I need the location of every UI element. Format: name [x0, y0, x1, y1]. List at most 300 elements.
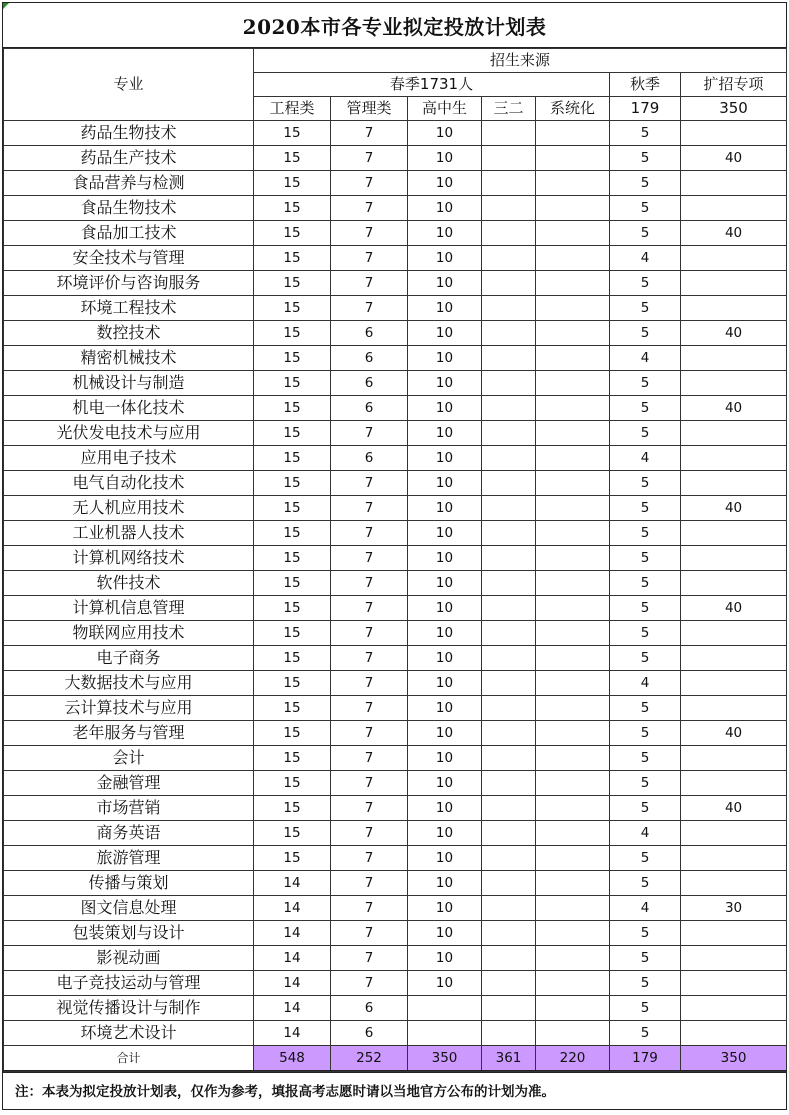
plan-sheet [2, 2, 787, 1073]
value-cell-sys [536, 546, 610, 571]
value-cell-hs: 10 [408, 371, 482, 396]
header-row-1 [4, 49, 787, 73]
value-cell-hs: 10 [408, 946, 482, 971]
value-cell-expand [681, 171, 787, 196]
value-cell-hs: 10 [408, 871, 482, 896]
table-row [4, 971, 787, 996]
major-name-cell: 软件技术 [4, 571, 254, 596]
major-name-cell: 图文信息处理 [4, 896, 254, 921]
value-cell-sys [536, 121, 610, 146]
value-cell-sanr [482, 421, 536, 446]
value-cell-hs: 10 [408, 246, 482, 271]
table-row [4, 721, 787, 746]
table-row [4, 546, 787, 571]
value-cell-autumn: 5 [610, 221, 681, 246]
total-mgmt: 252 [331, 1046, 408, 1072]
value-cell-autumn: 5 [610, 196, 681, 221]
value-cell-autumn: 5 [610, 321, 681, 346]
table-row [4, 596, 787, 621]
value-cell-eng: 15 [254, 371, 331, 396]
header-source: 招生来源 [254, 49, 787, 73]
value-cell-autumn: 5 [610, 621, 681, 646]
value-cell-sys [536, 771, 610, 796]
major-name-cell: 大数据技术与应用 [4, 671, 254, 696]
header-expand-total: 350 [681, 97, 787, 121]
value-cell-sys [536, 221, 610, 246]
value-cell-sanr [482, 196, 536, 221]
value-cell-expand: 40 [681, 596, 787, 621]
value-cell-autumn: 5 [610, 596, 681, 621]
value-cell-hs: 10 [408, 571, 482, 596]
major-name-cell: 商务英语 [4, 821, 254, 846]
value-cell-eng: 15 [254, 821, 331, 846]
major-name-cell: 电子竞技运动与管理 [4, 971, 254, 996]
value-cell-eng: 15 [254, 546, 331, 571]
header-sub-sanr: 三二 [482, 97, 536, 121]
value-cell-hs: 10 [408, 621, 482, 646]
value-cell-expand [681, 846, 787, 871]
value-cell-eng: 15 [254, 671, 331, 696]
table-row [4, 271, 787, 296]
value-cell-sys [536, 196, 610, 221]
value-cell-expand [681, 646, 787, 671]
value-cell-expand [681, 746, 787, 771]
value-cell-eng: 15 [254, 471, 331, 496]
major-name-cell: 食品生物技术 [4, 196, 254, 221]
value-cell-hs: 10 [408, 396, 482, 421]
value-cell-eng: 15 [254, 196, 331, 221]
value-cell-autumn: 5 [610, 921, 681, 946]
value-cell-eng: 15 [254, 621, 331, 646]
value-cell-sanr [482, 296, 536, 321]
table-row [4, 771, 787, 796]
header-sub-hs: 高中生 [408, 97, 482, 121]
value-cell-expand [681, 471, 787, 496]
major-name-cell: 视觉传播设计与制作 [4, 996, 254, 1021]
table-row [4, 646, 787, 671]
value-cell-sys [536, 346, 610, 371]
value-cell-hs [408, 996, 482, 1021]
value-cell-sys [536, 896, 610, 921]
value-cell-eng: 15 [254, 446, 331, 471]
value-cell-autumn: 5 [610, 296, 681, 321]
value-cell-sanr [482, 771, 536, 796]
value-cell-sys [536, 421, 610, 446]
value-cell-hs: 10 [408, 596, 482, 621]
value-cell-hs: 10 [408, 771, 482, 796]
value-cell-mgmt: 7 [331, 971, 408, 996]
value-cell-mgmt: 7 [331, 171, 408, 196]
value-cell-sanr [482, 671, 536, 696]
cell-marker-icon [3, 3, 9, 9]
value-cell-sys [536, 946, 610, 971]
major-name-cell: 金融管理 [4, 771, 254, 796]
major-name-cell: 无人机应用技术 [4, 496, 254, 521]
value-cell-autumn: 5 [610, 646, 681, 671]
value-cell-sys [536, 596, 610, 621]
value-cell-sanr [482, 221, 536, 246]
header-autumn-total: 179 [610, 97, 681, 121]
value-cell-sanr [482, 471, 536, 496]
value-cell-mgmt: 7 [331, 146, 408, 171]
value-cell-eng: 15 [254, 396, 331, 421]
value-cell-eng: 15 [254, 221, 331, 246]
value-cell-sanr [482, 821, 536, 846]
major-name-cell: 安全技术与管理 [4, 246, 254, 271]
value-cell-expand [681, 696, 787, 721]
value-cell-hs: 10 [408, 696, 482, 721]
header-sub-eng: 工程类 [254, 97, 331, 121]
table-row [4, 371, 787, 396]
value-cell-sys [536, 296, 610, 321]
value-cell-mgmt: 7 [331, 471, 408, 496]
value-cell-mgmt: 7 [331, 646, 408, 671]
major-name-cell: 应用电子技术 [4, 446, 254, 471]
value-cell-mgmt: 6 [331, 1021, 408, 1046]
table-row [4, 496, 787, 521]
value-cell-sanr [482, 521, 536, 546]
major-name-cell: 传播与策划 [4, 871, 254, 896]
value-cell-autumn: 5 [610, 121, 681, 146]
value-cell-mgmt: 7 [331, 496, 408, 521]
value-cell-sys [536, 996, 610, 1021]
table-row [4, 921, 787, 946]
value-cell-autumn: 5 [610, 546, 681, 571]
value-cell-mgmt: 7 [331, 696, 408, 721]
value-cell-sanr [482, 346, 536, 371]
value-cell-sys [536, 471, 610, 496]
value-cell-sys [536, 446, 610, 471]
value-cell-sanr [482, 621, 536, 646]
total-label: 合计 [4, 1046, 254, 1072]
header-major: 专业 [4, 49, 254, 121]
value-cell-eng: 15 [254, 271, 331, 296]
value-cell-autumn: 5 [610, 721, 681, 746]
value-cell-mgmt: 7 [331, 896, 408, 921]
value-cell-mgmt: 7 [331, 421, 408, 446]
table-row [4, 521, 787, 546]
value-cell-autumn: 4 [610, 821, 681, 846]
table-row [4, 696, 787, 721]
value-cell-mgmt: 7 [331, 946, 408, 971]
value-cell-mgmt: 6 [331, 996, 408, 1021]
value-cell-mgmt: 7 [331, 271, 408, 296]
value-cell-mgmt: 7 [331, 796, 408, 821]
value-cell-mgmt: 7 [331, 746, 408, 771]
value-cell-sys [536, 521, 610, 546]
plan-table [3, 48, 787, 1072]
value-cell-expand [681, 871, 787, 896]
value-cell-hs [408, 1021, 482, 1046]
value-cell-sys [536, 796, 610, 821]
value-cell-sys [536, 646, 610, 671]
table-row [4, 671, 787, 696]
value-cell-eng: 14 [254, 896, 331, 921]
major-name-cell: 药品生物技术 [4, 121, 254, 146]
value-cell-eng: 15 [254, 571, 331, 596]
value-cell-hs: 10 [408, 421, 482, 446]
value-cell-hs: 10 [408, 746, 482, 771]
value-cell-mgmt: 7 [331, 221, 408, 246]
value-cell-autumn: 4 [610, 896, 681, 921]
table-row [4, 296, 787, 321]
value-cell-sys [536, 821, 610, 846]
major-name-cell: 光伏发电技术与应用 [4, 421, 254, 446]
value-cell-sanr [482, 396, 536, 421]
value-cell-expand [681, 946, 787, 971]
major-name-cell: 市场营销 [4, 796, 254, 821]
table-row [4, 946, 787, 971]
value-cell-expand [681, 546, 787, 571]
value-cell-expand [681, 821, 787, 846]
table-row [4, 871, 787, 896]
value-cell-expand: 40 [681, 321, 787, 346]
value-cell-mgmt: 7 [331, 546, 408, 571]
major-name-cell: 会计 [4, 746, 254, 771]
value-cell-expand [681, 271, 787, 296]
value-cell-mgmt: 6 [331, 321, 408, 346]
value-cell-eng: 15 [254, 846, 331, 871]
total-hs: 350 [408, 1046, 482, 1072]
value-cell-sanr [482, 971, 536, 996]
value-cell-autumn: 5 [610, 946, 681, 971]
table-row [4, 471, 787, 496]
value-cell-autumn: 5 [610, 971, 681, 996]
value-cell-eng: 15 [254, 246, 331, 271]
value-cell-expand [681, 671, 787, 696]
value-cell-eng: 15 [254, 346, 331, 371]
value-cell-sanr [482, 796, 536, 821]
value-cell-autumn: 4 [610, 346, 681, 371]
value-cell-autumn: 5 [610, 796, 681, 821]
value-cell-autumn: 5 [610, 496, 681, 521]
table-row [4, 896, 787, 921]
value-cell-hs: 10 [408, 171, 482, 196]
major-name-cell: 食品加工技术 [4, 221, 254, 246]
value-cell-sys [536, 496, 610, 521]
header-autumn: 秋季 [610, 73, 681, 97]
value-cell-autumn: 5 [610, 371, 681, 396]
major-name-cell: 食品营养与检测 [4, 171, 254, 196]
value-cell-sys [536, 921, 610, 946]
value-cell-sanr [482, 846, 536, 871]
value-cell-sys [536, 846, 610, 871]
major-name-cell: 旅游管理 [4, 846, 254, 871]
value-cell-autumn: 5 [610, 521, 681, 546]
value-cell-eng: 15 [254, 321, 331, 346]
total-eng: 548 [254, 1046, 331, 1072]
value-cell-expand: 40 [681, 721, 787, 746]
value-cell-autumn: 4 [610, 446, 681, 471]
value-cell-eng: 15 [254, 796, 331, 821]
value-cell-sys [536, 146, 610, 171]
value-cell-eng: 15 [254, 296, 331, 321]
value-cell-expand [681, 121, 787, 146]
value-cell-sys [536, 246, 610, 271]
table-row [4, 396, 787, 421]
major-name-cell: 老年服务与管理 [4, 721, 254, 746]
value-cell-eng: 14 [254, 871, 331, 896]
major-name-cell: 电子商务 [4, 646, 254, 671]
value-cell-autumn: 5 [610, 396, 681, 421]
value-cell-expand [681, 521, 787, 546]
major-name-cell: 药品生产技术 [4, 146, 254, 171]
value-cell-sys [536, 1021, 610, 1046]
value-cell-autumn: 5 [610, 846, 681, 871]
value-cell-expand [681, 996, 787, 1021]
value-cell-sanr [482, 896, 536, 921]
value-cell-expand: 40 [681, 146, 787, 171]
value-cell-autumn: 5 [610, 871, 681, 896]
value-cell-sys [536, 396, 610, 421]
value-cell-autumn: 5 [610, 771, 681, 796]
table-row [4, 221, 787, 246]
value-cell-expand [681, 246, 787, 271]
value-cell-hs: 10 [408, 271, 482, 296]
value-cell-mgmt: 7 [331, 571, 408, 596]
value-cell-eng: 14 [254, 1021, 331, 1046]
header-sub-mgmt: 管理类 [331, 97, 408, 121]
value-cell-autumn: 5 [610, 746, 681, 771]
value-cell-sys [536, 321, 610, 346]
major-name-cell: 工业机器人技术 [4, 521, 254, 546]
value-cell-mgmt: 7 [331, 296, 408, 321]
value-cell-sys [536, 571, 610, 596]
value-cell-hs: 10 [408, 796, 482, 821]
value-cell-eng: 15 [254, 596, 331, 621]
value-cell-sanr [482, 146, 536, 171]
value-cell-mgmt: 7 [331, 921, 408, 946]
value-cell-mgmt: 7 [331, 521, 408, 546]
major-name-cell: 电气自动化技术 [4, 471, 254, 496]
value-cell-autumn: 5 [610, 421, 681, 446]
value-cell-sanr [482, 546, 536, 571]
value-cell-autumn: 5 [610, 146, 681, 171]
value-cell-hs: 10 [408, 546, 482, 571]
table-row [4, 196, 787, 221]
value-cell-mgmt: 6 [331, 346, 408, 371]
value-cell-expand: 40 [681, 796, 787, 821]
major-name-cell: 环境工程技术 [4, 296, 254, 321]
value-cell-expand: 40 [681, 396, 787, 421]
table-row [4, 246, 787, 271]
total-row [4, 1046, 787, 1072]
table-row [4, 846, 787, 871]
value-cell-eng: 15 [254, 746, 331, 771]
value-cell-hs: 10 [408, 196, 482, 221]
value-cell-eng: 14 [254, 996, 331, 1021]
value-cell-mgmt: 7 [331, 671, 408, 696]
value-cell-autumn: 5 [610, 171, 681, 196]
value-cell-sys [536, 871, 610, 896]
major-name-cell: 物联网应用技术 [4, 621, 254, 646]
major-name-cell: 计算机信息管理 [4, 596, 254, 621]
value-cell-expand [681, 771, 787, 796]
table-row [4, 321, 787, 346]
value-cell-hs: 10 [408, 521, 482, 546]
value-cell-sys [536, 696, 610, 721]
value-cell-sys [536, 621, 610, 646]
value-cell-hs: 10 [408, 221, 482, 246]
value-cell-sys [536, 971, 610, 996]
table-row [4, 346, 787, 371]
value-cell-eng: 14 [254, 921, 331, 946]
table-row [4, 1021, 787, 1046]
value-cell-autumn: 5 [610, 696, 681, 721]
total-sanr: 361 [482, 1046, 536, 1072]
value-cell-expand [681, 1021, 787, 1046]
total-autumn: 179 [610, 1046, 681, 1072]
value-cell-sanr [482, 996, 536, 1021]
value-cell-sys [536, 721, 610, 746]
value-cell-mgmt: 7 [331, 871, 408, 896]
table-row [4, 446, 787, 471]
value-cell-eng: 14 [254, 971, 331, 996]
value-cell-hs: 10 [408, 971, 482, 996]
value-cell-mgmt: 6 [331, 446, 408, 471]
major-name-cell: 影视动画 [4, 946, 254, 971]
value-cell-eng: 15 [254, 121, 331, 146]
value-cell-eng: 14 [254, 946, 331, 971]
value-cell-sanr [482, 571, 536, 596]
value-cell-expand: 30 [681, 896, 787, 921]
value-cell-hs: 10 [408, 346, 482, 371]
value-cell-hs: 10 [408, 646, 482, 671]
value-cell-mgmt: 7 [331, 821, 408, 846]
value-cell-autumn: 4 [610, 671, 681, 696]
value-cell-sanr [482, 646, 536, 671]
value-cell-autumn: 5 [610, 571, 681, 596]
value-cell-sanr [482, 496, 536, 521]
value-cell-eng: 15 [254, 646, 331, 671]
value-cell-expand [681, 196, 787, 221]
value-cell-mgmt: 6 [331, 396, 408, 421]
value-cell-expand [681, 571, 787, 596]
value-cell-sanr [482, 696, 536, 721]
value-cell-eng: 15 [254, 146, 331, 171]
major-name-cell: 包装策划与设计 [4, 921, 254, 946]
value-cell-hs: 10 [408, 671, 482, 696]
value-cell-eng: 15 [254, 496, 331, 521]
value-cell-autumn: 5 [610, 996, 681, 1021]
value-cell-sanr [482, 171, 536, 196]
value-cell-sys [536, 746, 610, 771]
major-name-cell: 机械设计与制造 [4, 371, 254, 396]
value-cell-mgmt: 6 [331, 371, 408, 396]
value-cell-eng: 15 [254, 771, 331, 796]
value-cell-hs: 10 [408, 921, 482, 946]
value-cell-sanr [482, 871, 536, 896]
value-cell-sys [536, 371, 610, 396]
value-cell-hs: 10 [408, 321, 482, 346]
table-row [4, 171, 787, 196]
value-cell-expand [681, 296, 787, 321]
value-cell-mgmt: 7 [331, 246, 408, 271]
value-cell-expand [681, 421, 787, 446]
value-cell-eng: 15 [254, 421, 331, 446]
value-cell-sanr [482, 746, 536, 771]
header-sub-sys: 系统化 [536, 97, 610, 121]
value-cell-sanr [482, 1021, 536, 1046]
value-cell-expand [681, 971, 787, 996]
value-cell-eng: 15 [254, 696, 331, 721]
footnote: 注：本表为拟定投放计划表，仅作为参考，填报高考志愿时请以当地官方公布的计划为准。 [2, 1070, 787, 1110]
table-row [4, 746, 787, 771]
table-row [4, 996, 787, 1021]
value-cell-sanr [482, 271, 536, 296]
value-cell-mgmt: 7 [331, 846, 408, 871]
value-cell-sys [536, 171, 610, 196]
